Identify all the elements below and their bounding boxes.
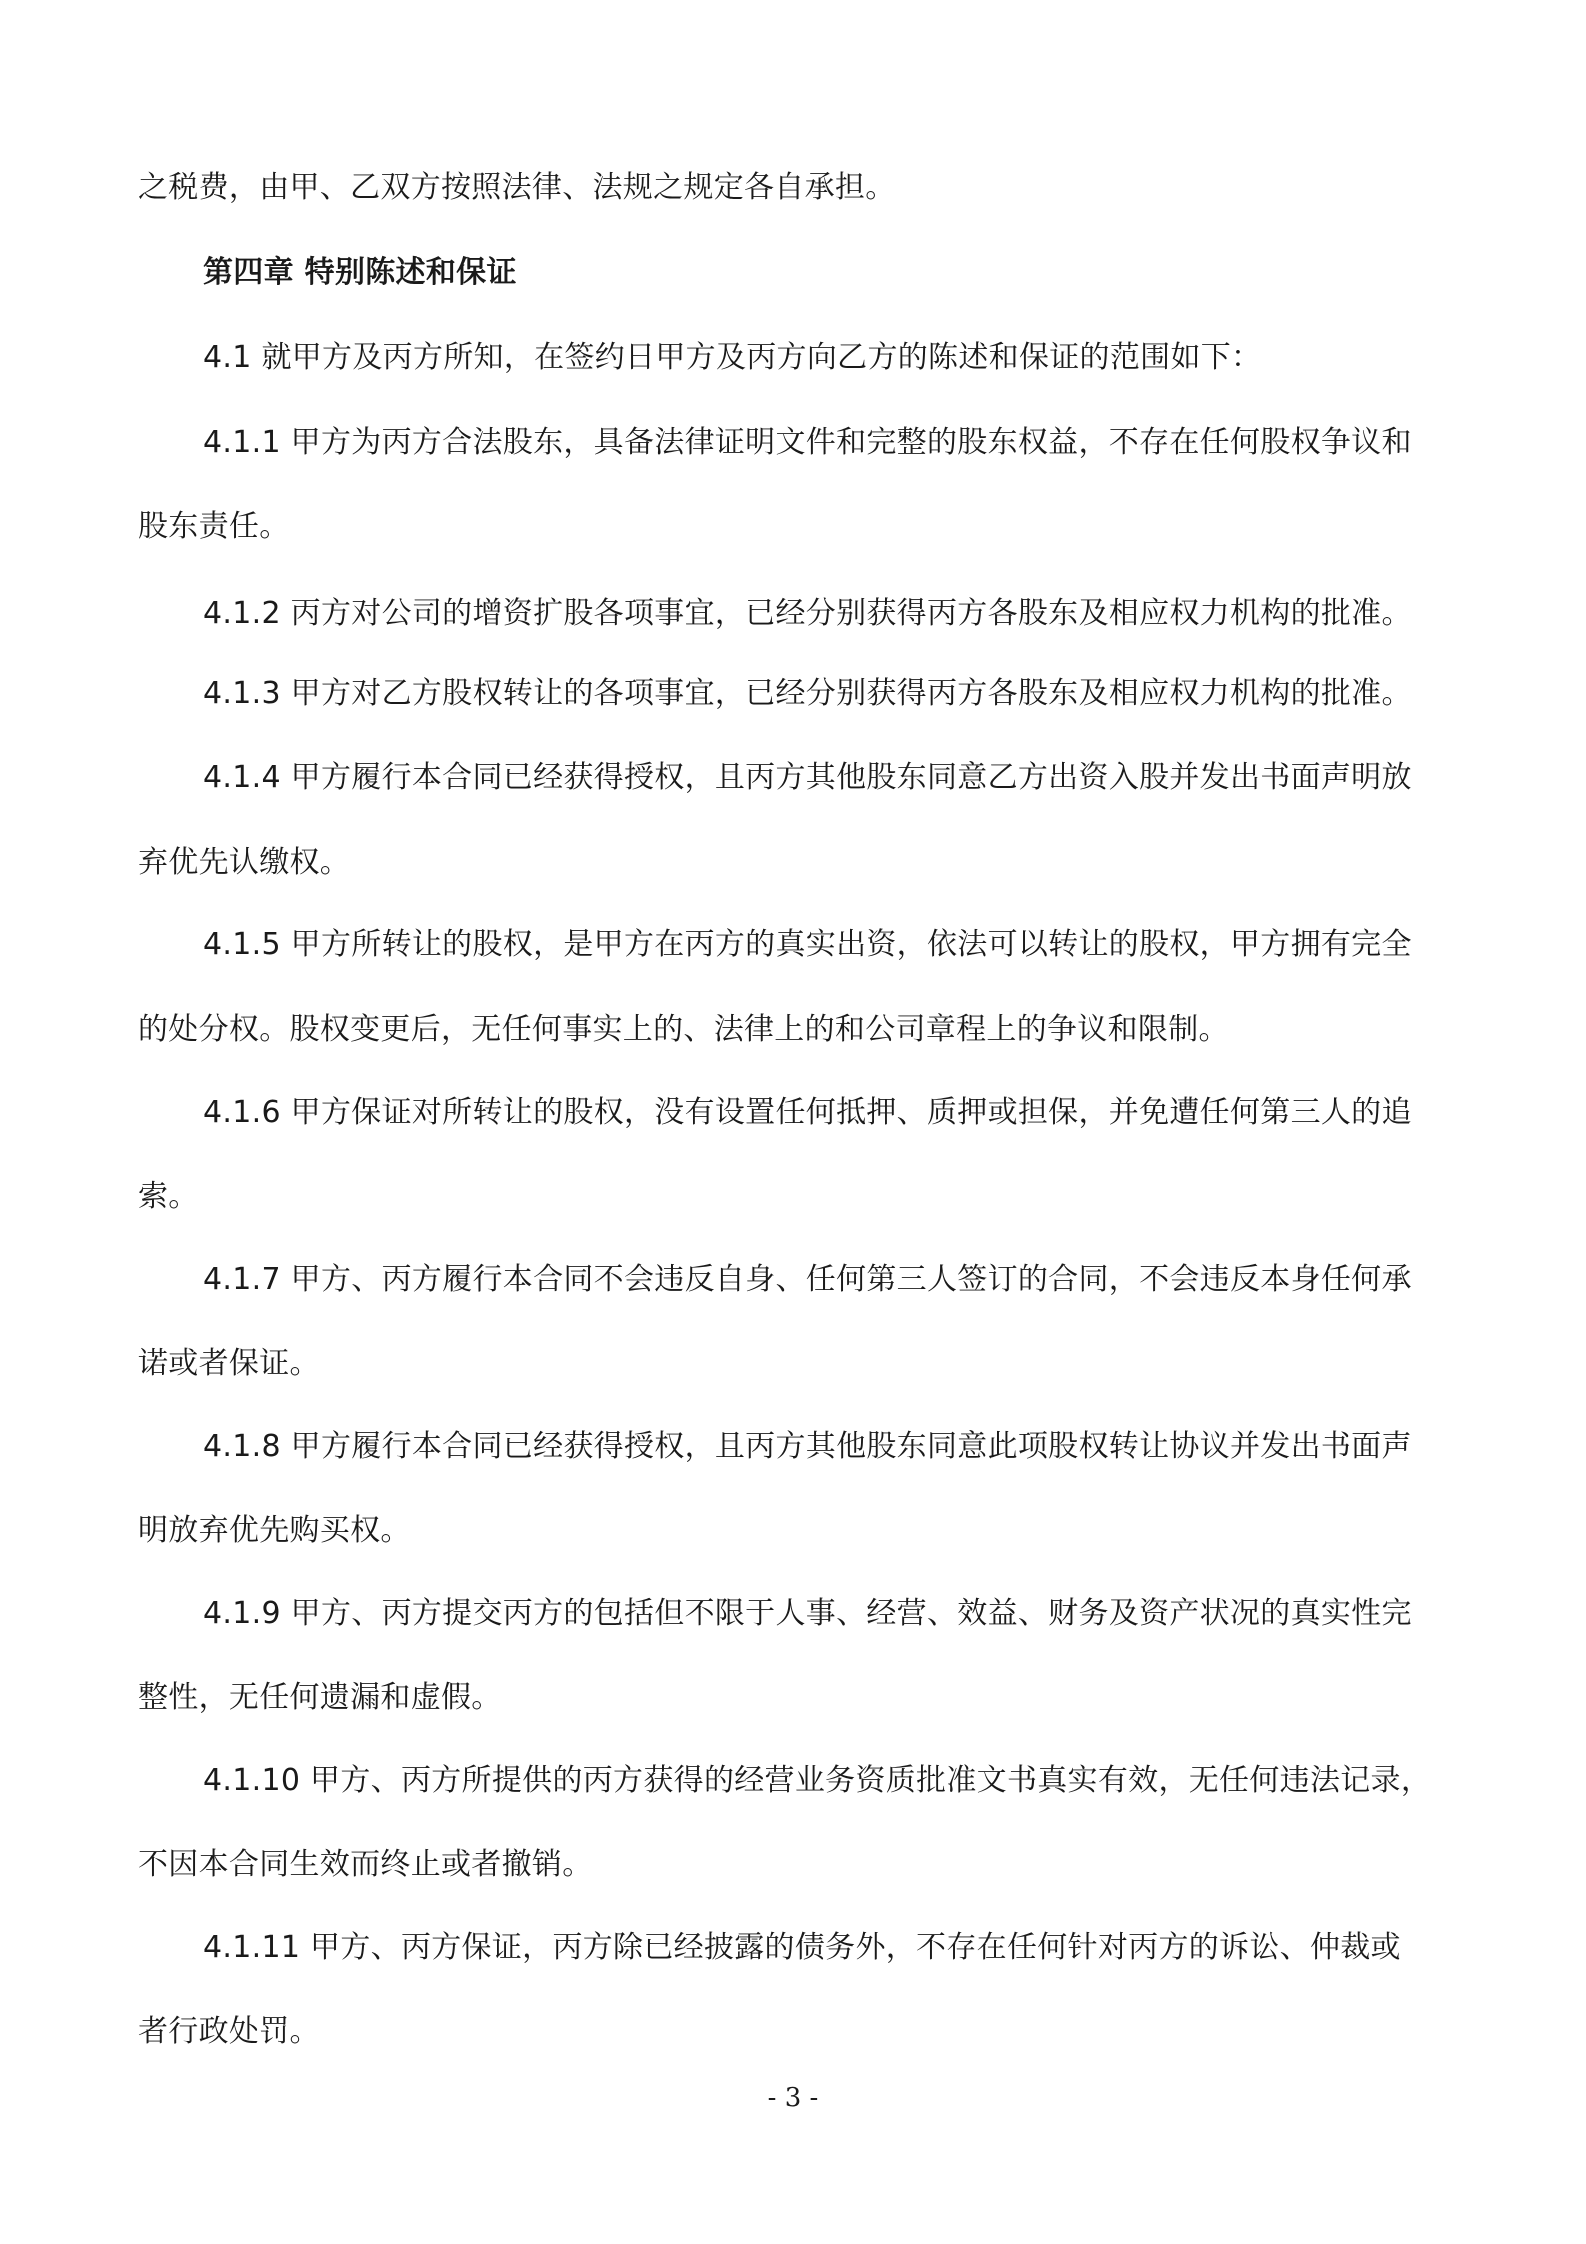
clause-4-1-4-line-2: 弃优先认缴权。: [138, 845, 351, 880]
clause-4-1-9-line-2: 整性，无任何遗漏和虚假。: [138, 1680, 502, 1715]
page-number: - 3 -: [767, 2083, 819, 2113]
clause-4-1-11-line-2: 者行政处罚。: [138, 2014, 320, 2049]
clause-4-1-2: 4.1.2 丙方对公司的增资扩股各项事宜，已经分别获得丙方各股东及相应权力机构的批准。: [203, 596, 1412, 631]
clause-4-1-1-line-2: 股东责任。: [138, 509, 290, 544]
clause-4-1-8-line-1: 4.1.8 甲方履行本合同已经获得授权，且丙方其他股东同意此项股权转让协议并发出书面声: [203, 1429, 1412, 1464]
chapter-heading: 第四章 特别陈述和保证: [203, 255, 517, 290]
clause-4-1-7-line-2: 诺或者保证。: [138, 1346, 320, 1381]
clause-4-1-7-line-1: 4.1.7 甲方、丙方履行本合同不会违反自身、任何第三人签订的合同，不会违反本身任何承: [203, 1262, 1412, 1297]
clause-4-1-5-line-2: 的处分权。股权变更后，无任何事实上的、法律上的和公司章程上的争议和限制。: [138, 1012, 1229, 1047]
clause-4-1-4-line-1: 4.1.4 甲方履行本合同已经获得授权，且丙方其他股东同意乙方出资入股并发出书面声明放: [203, 760, 1412, 795]
continued-text: 之税费，由甲、乙双方按照法律、法规之规定各自承担。: [138, 170, 896, 205]
clause-4-1-11-line-1: 4.1.11 甲方、丙方保证，丙方除已经披露的债务外，不存在任何针对丙方的诉讼、仲裁或: [203, 1930, 1401, 1965]
clause-4-1-5-line-1: 4.1.5 甲方所转让的股权，是甲方在丙方的真实出资，依法可以转让的股权，甲方拥有完全: [203, 927, 1412, 962]
clause-4-1-1-line-1: 4.1.1 甲方为丙方合法股东，具备法律证明文件和完整的股东权益，不存在任何股权争议和: [203, 425, 1412, 460]
clause-4-1-6-line-2: 索。: [138, 1179, 199, 1214]
clause-4-1-9-line-1: 4.1.9 甲方、丙方提交丙方的包括但不限于人事、经营、效益、财务及资产状况的真实性完: [203, 1596, 1412, 1631]
clause-4-1: 4.1 就甲方及丙方所知，在签约日甲方及丙方向乙方的陈述和保证的范围如下：: [203, 340, 1262, 375]
clause-4-1-8-line-2: 明放弃优先购买权。: [138, 1513, 411, 1548]
clause-4-1-10-line-1: 4.1.10 甲方、丙方所提供的丙方获得的经营业务资质批准文书真实有效，无任何违法记录，: [203, 1763, 1432, 1798]
clause-4-1-3: 4.1.3 甲方对乙方股权转让的各项事宜，已经分别获得丙方各股东及相应权力机构的批准。: [203, 676, 1412, 711]
clause-4-1-10-line-2: 不因本合同生效而终止或者撤销。: [138, 1847, 593, 1882]
clause-4-1-6-line-1: 4.1.6 甲方保证对所转让的股权，没有设置任何抵押、质押或担保，并免遭任何第三人的追: [203, 1095, 1412, 1130]
